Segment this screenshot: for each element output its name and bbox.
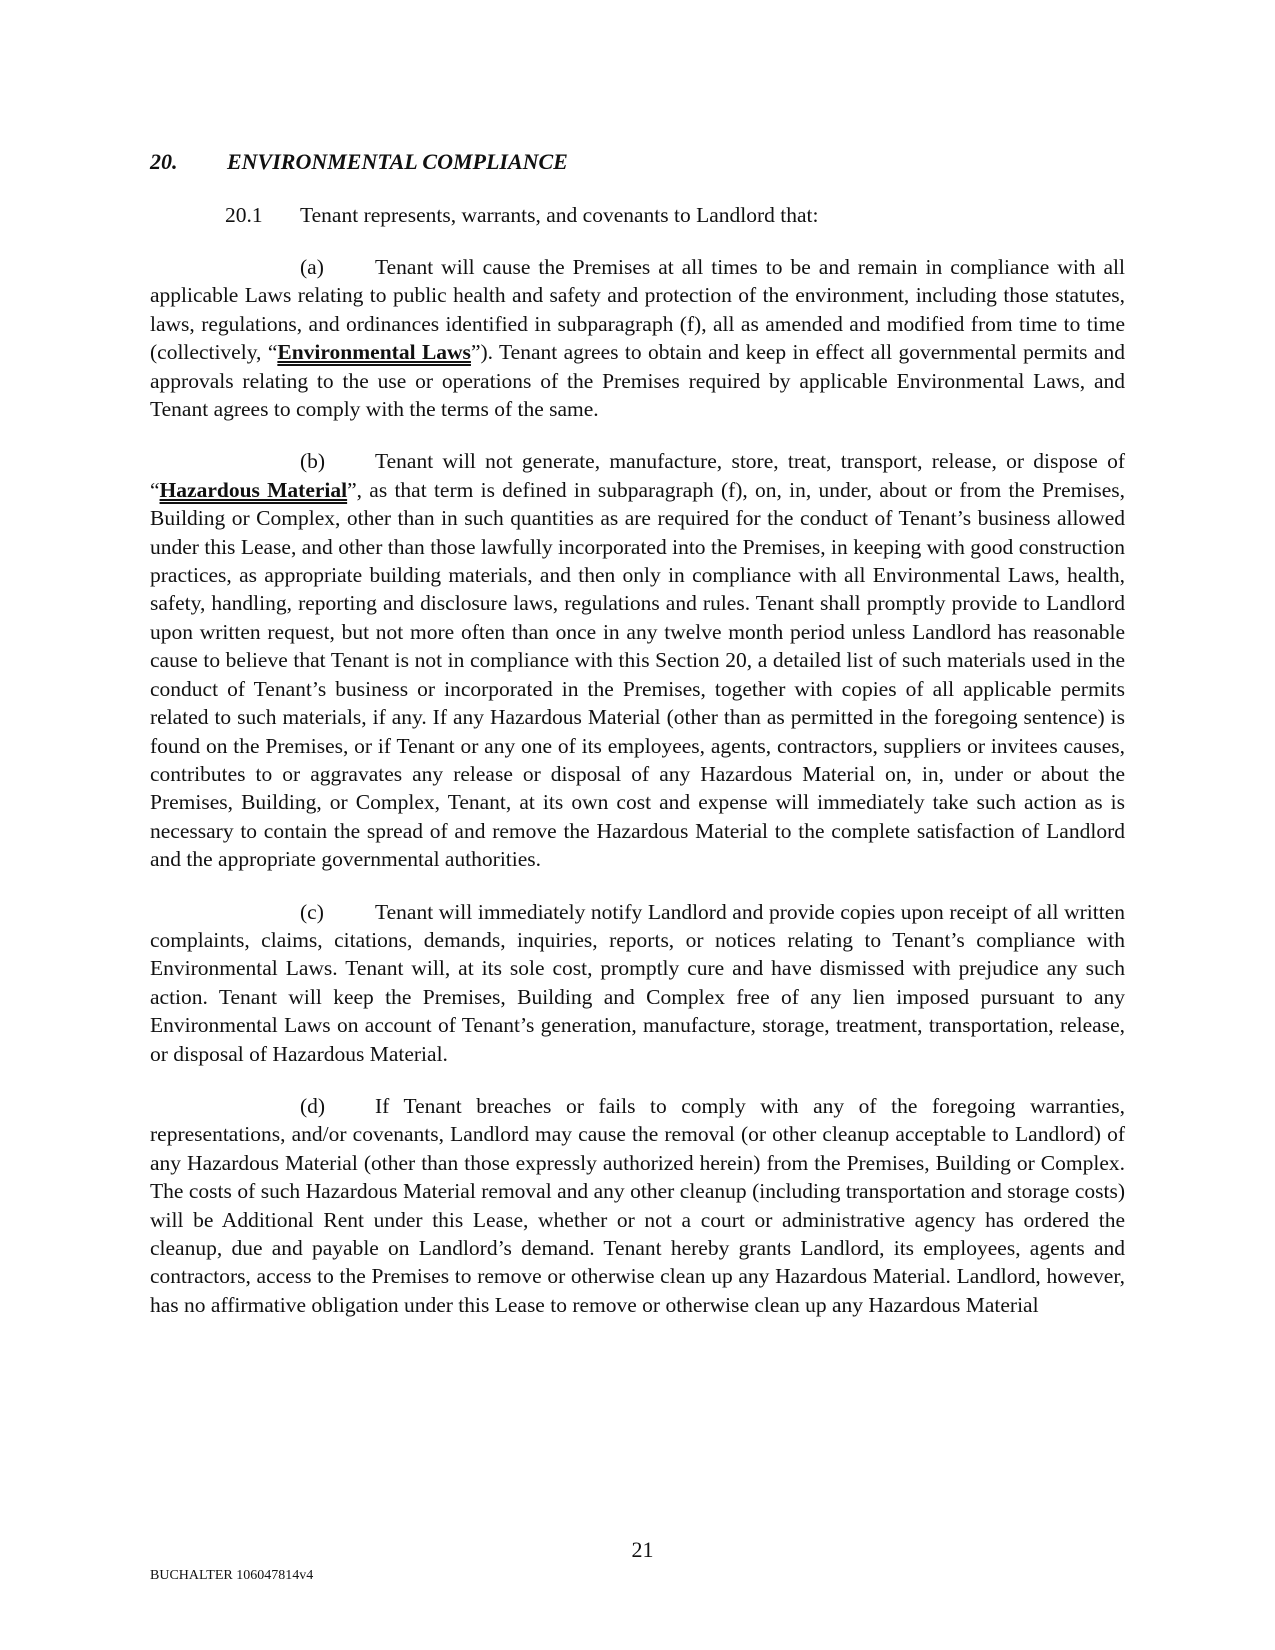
paragraph-text: Tenant will not generate, manufacture, store, treat, transport, release, or dispose of “	[150, 449, 1125, 502]
section-heading	[150, 148, 1125, 176]
paragraph-label: (b)	[300, 449, 326, 474]
paragraph-text: ”, as that term is defined in subparagraph (f), on, in, under, about or from the Premises, Building or Complex, other than in such quantities as are required for the conduct of Tenant’s business allowed under this Lease, and other than those lawfully incorporated into the Premises, in keeping with good construction practices, as appropriate building materials, and then only in compliance with all Environmental Laws, health, safety, handling, reporting and disclosure laws, regulations and rules. Tenant shall promptly provide to Landlord upon written request, but not more often than once in any twelve month period unless Landlord has reasonable cause to believe that Tenant is not in compliance with this Section 20, a detailed list of such materials used in the conduct of Tenant’s business or incorporated in the Premises, together with copies of all applicable permits related to such materials, if any. If any Hazardous Material (other than as permitted in the foregoing sentence) is found on the Premises, or if Tenant or any one of its employees, agents, contractors, suppliers or invitees causes, contributes to or aggravates any release or disposal of any Hazardous Material on, in, under or about the Premises, Building, or Complex, Tenant, at its own cost and expense will immediately take such action as is necessary to contain the spread of and remove the Hazardous Material to the complete satisfaction of Landlord and the appropriate governmental authorities.	[150, 477, 1125, 872]
subsection-text: Tenant represents, warrants, and covenants to Landlord that:	[300, 203, 819, 227]
section-number: 20.	[150, 149, 178, 174]
subsection-number: 20.1	[225, 203, 263, 227]
paragraph-label: (a)	[300, 255, 324, 279]
page-number: 21	[631, 1537, 654, 1562]
paragraph-text: If Tenant breaches or fails to comply with any of the foregoing warranties, representations, and/or covenants, Landlord may cause the removal (or other cleanup acceptable to Landlord) of any Hazardous Material (other than those expressly authorized herein) from the Premises, Building or Complex. The costs of such Hazardous Material removal and any other cleanup (including transportation and storage costs) will be Additional Rent under this Lease, whether or not a court or administrative agency has ordered the cleanup, due and payable on Landlord’s demand. Tenant hereby grants Landlord, its employees, agents and contractors, access to the Premises to remove or otherwise clean up any Hazardous Material. Landlord, however, has no affirmative obligation under this Lease to remove or otherwise clean up any Hazardous Material	[150, 1093, 1125, 1317]
paragraph-text: Tenant will immediately notify Landlord and provide copies upon receipt of all written complaints, claims, citations, demands, inquiries, reports, or notices relating to Tenant’s compliance with Environmental Laws. Tenant will, at its sole cost, promptly cure and have dismissed with prejudice any such action. Tenant will keep the Premises, Building and Complex free of any lien imposed pursuant to any Environmental Laws on account of Tenant’s generation, manufacture, storage, treatment, transportation, release, or disposal of Hazardous Material.	[150, 899, 1125, 1066]
defined-term-environmental-laws: Environmental Laws	[277, 340, 471, 365]
footer-document-id: BUCHALTER 106047814v4	[150, 1568, 314, 1583]
paragraph-b	[150, 447, 1125, 873]
paragraph-label: (d)	[300, 1093, 326, 1118]
paragraph-d	[150, 1092, 1125, 1319]
paragraph-label: (c)	[300, 899, 324, 924]
subsection-20-1	[150, 201, 1125, 229]
paragraph-text: ”). Tenant agrees to obtain and keep in effect all governmental permits and approvals relating to the use or operations of the Premises required by applicable Environmental Laws, and Tenant agrees to comply with the terms of the same.	[150, 340, 1125, 422]
paragraph-a	[150, 253, 1125, 423]
paragraph-c	[150, 898, 1125, 1068]
document-page	[150, 148, 1125, 1319]
defined-term-hazardous-material: Hazardous Material	[159, 477, 348, 502]
paragraph-text: Tenant will cause the Premises at all times to be and remain in compliance with all applicable Laws relating to public health and safety and protection of the environment, including those statutes, laws, regulations, and ordinances identified in subparagraph (f), all as amended and modified from time to time (collectively, “	[150, 255, 1125, 365]
section-title: ENVIRONMENTAL COMPLIANCE	[227, 149, 568, 174]
